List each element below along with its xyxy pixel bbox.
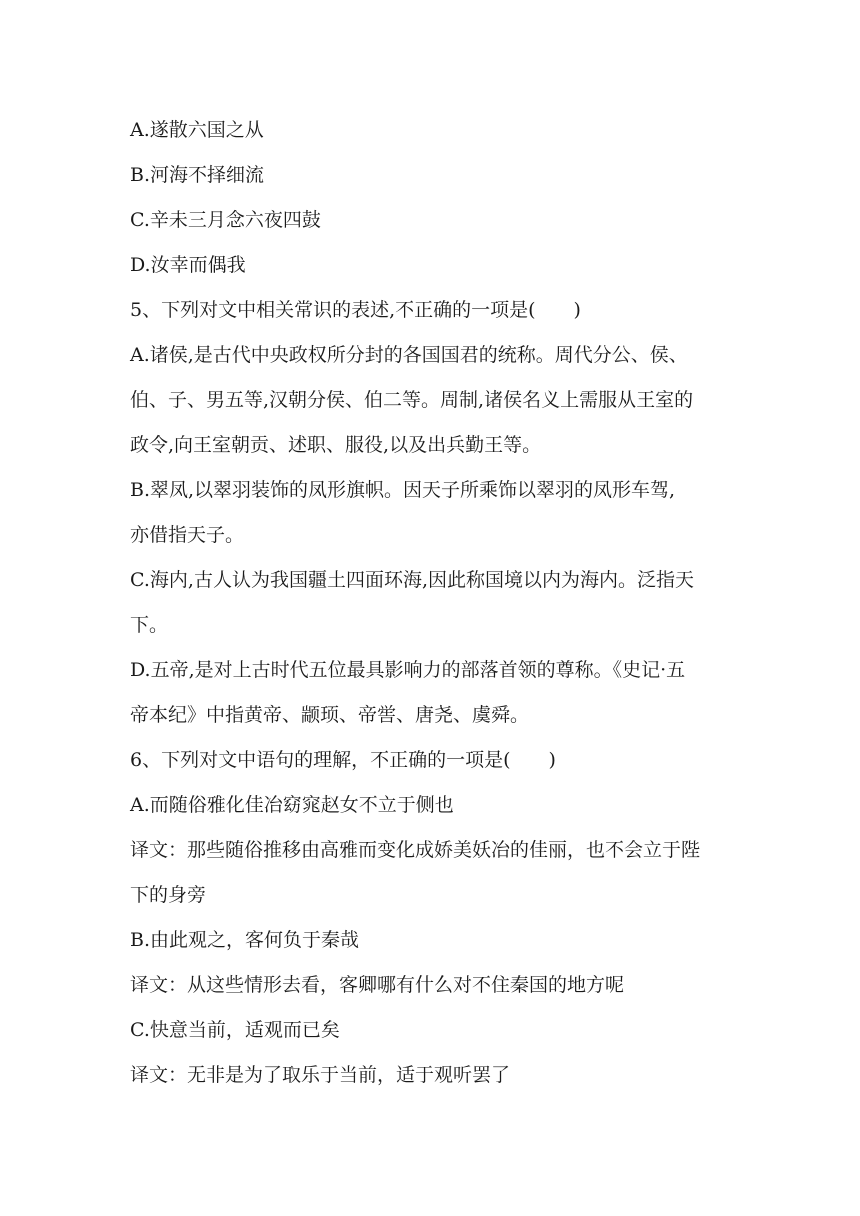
question-5-stem: 5、下列对文中相关常识的表述,不正确的一项是( ) xyxy=(130,299,581,321)
option-text: A.而随俗雅化佳冶窈窕赵女不立于侧也 xyxy=(130,794,454,816)
document-body xyxy=(130,108,750,1098)
option-text: B.河海不择细流 xyxy=(130,164,265,186)
option-text: 亦借指天子。 xyxy=(130,524,245,546)
option-text: 下。 xyxy=(130,614,169,636)
option-text: B.由此观之，客何负于秦哉 xyxy=(130,929,360,951)
option-text: D.汝幸而偶我 xyxy=(130,254,246,276)
option-text: A.诸侯,是古代中央政权所分封的各国国君的统称。周代分公、侯、 xyxy=(130,344,688,366)
option-text: 伯、子、男五等,汉朝分侯、伯二等。周制,诸侯名义上需服从王室的 xyxy=(130,389,694,411)
option-text: 帝本纪》中指黄帝、颛顼、帝喾、唐尧、虞舜。 xyxy=(130,704,530,726)
option-text: C.快意当前，适观而已矣 xyxy=(130,1019,340,1041)
option-text: C.辛未三月念六夜四鼓 xyxy=(130,209,321,231)
option-text: A.遂散六国之从 xyxy=(130,119,264,141)
translation-text: 译文：从这些情形去看，客卿哪有什么对不住秦国的地方呢 xyxy=(130,974,625,996)
translation-text: 下的身旁 xyxy=(130,884,207,906)
translation-text: 译文：那些随俗推移由高雅而变化成娇美妖冶的佳丽，也不会立于陛 xyxy=(130,839,701,861)
option-text: 政令,向王室朝贡、述职、服役,以及出兵勤王等。 xyxy=(130,434,542,456)
option-text: C.海内,古人认为我国疆土四面环海,因此称国境以内为海内。泛指天 xyxy=(130,569,694,591)
option-text: B.翠凤,以翠羽装饰的凤形旗帜。因天子所乘饰以翠羽的凤形车驾, xyxy=(130,479,676,501)
option-text: D.五帝,是对上古时代五位最具影响力的部落首领的尊称。《史记·五 xyxy=(130,659,686,681)
question-6-stem: 6、下列对文中语句的理解，不正确的一项是( ) xyxy=(130,749,556,771)
translation-text: 译文：无非是为了取乐于当前，适于观听罢了 xyxy=(130,1064,511,1086)
